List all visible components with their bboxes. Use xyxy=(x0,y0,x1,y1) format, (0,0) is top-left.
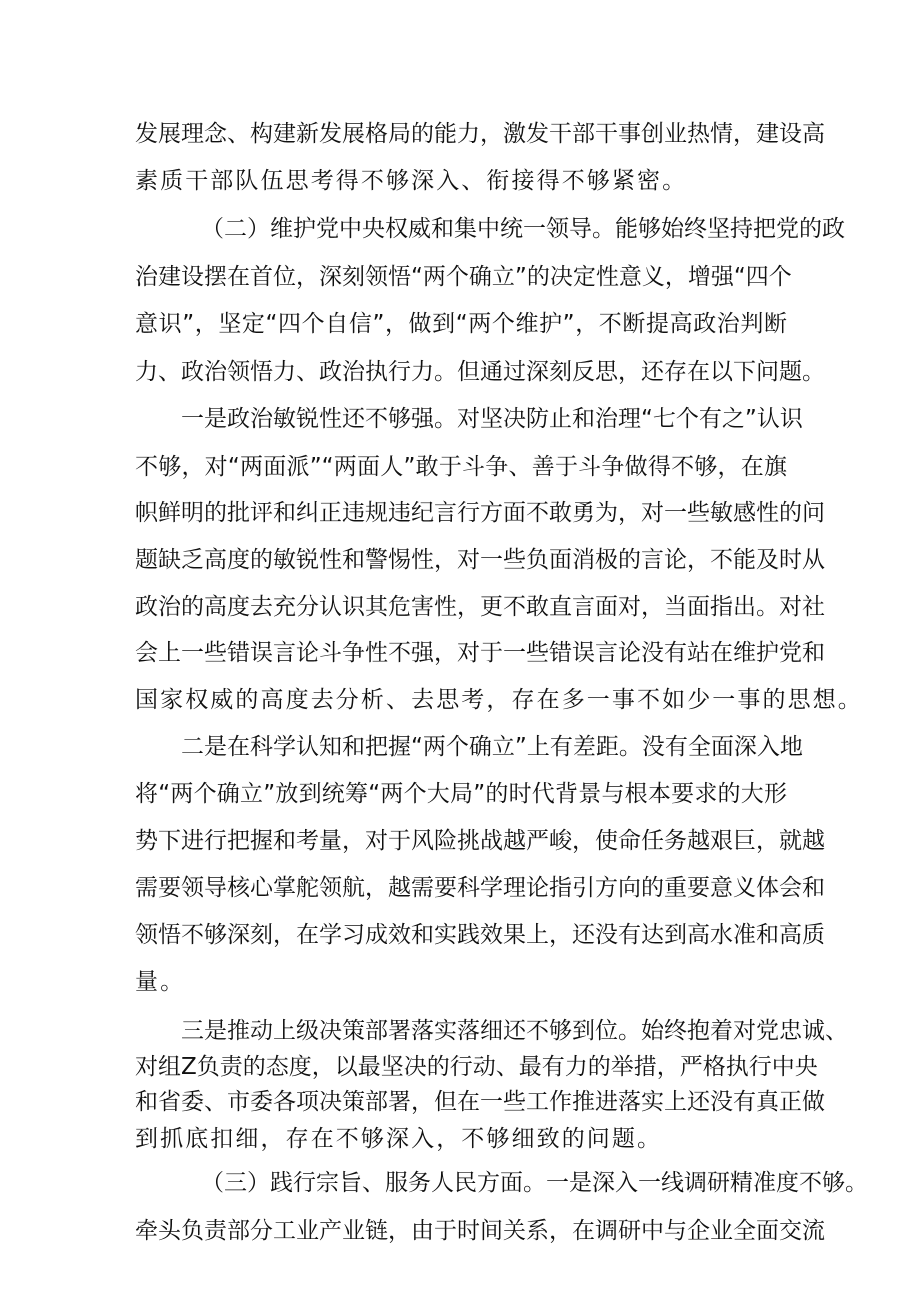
text-line: 势下进行把握和考量，对于风险挑战越严峻，使命任务越艰巨，就越 xyxy=(135,828,825,854)
text-line: 将“两个确立”放到统筹“两个大局”的时代背景与根本要求的大形 xyxy=(135,781,787,807)
text-line: 一是政治敏锐性还不够强。对坚决防止和治理“七个有之”认识 xyxy=(181,406,803,432)
section-heading-line: （三）践行宗旨、服务人民方面。一是深入一线调研精准度不够。 xyxy=(201,1170,868,1196)
text-line: 和省委、市委各项决策部署，但在一些工作推进落实上还没有真正做 xyxy=(135,1089,825,1115)
text-line: 需要领导核心掌舵领航，越需要科学理论指引方向的重要意义体会和 xyxy=(135,875,825,901)
text-line: 力、政治领悟力、政治执行力。但通过深刻反思，还存在以下问题。 xyxy=(135,359,825,385)
section-heading-line: （二）维护党中央权威和集中统一领导。能够始终坚持把党的政 xyxy=(201,216,845,242)
text-line: 量。 xyxy=(135,969,186,995)
text-line: 会上一些错误言论斗争性不强，对于一些错误言论没有站在维护党和 xyxy=(135,640,825,666)
text-line: 素质干部队伍思考得不够深入、衔接得不够紧密。 xyxy=(135,168,688,194)
text-line: 二是在科学认知和把握“两个确立”上有差距。没有全面深入地 xyxy=(181,734,803,760)
text-line: 意识”，坚定“四个自信”，做到“两个维护”，不断提高政治判断 xyxy=(135,311,787,337)
text-line: 到抓底扣细，存在不够深入，不够细致的问题。 xyxy=(135,1126,663,1152)
text-line: 政治的高度去充分认识其危害性，更不敢直言面对，当面指出。对社 xyxy=(135,594,825,620)
text-line: 国家权威的高度去分析、去思考，存在多一事不如少一事的思想。 xyxy=(135,687,863,713)
text-line: 治建设摆在首位，深刻领悟“两个确立”的决定性意义，增强“四个 xyxy=(135,264,792,290)
text-line: 牵头负责部分工业产业链，由于时间关系，在调研中与企业全面交流 xyxy=(135,1218,825,1244)
text-line: 题缺乏高度的敏锐性和警惕性，对一些负面消极的言论，不能及时从 xyxy=(135,547,825,573)
text-line: 领悟不够深刻，在学习成效和实践效果上，还没有达到高水准和高质 xyxy=(135,922,825,948)
text-line: 不够，对“两面派”“两面人”敢于斗争、善于斗争做得不够，在旗 xyxy=(135,454,787,480)
text-line: 帜鲜明的批评和纠正违规违纪言行方面不敢勇为，对一些敏感性的问 xyxy=(135,500,825,526)
text-line: 发展理念、构建新发展格局的能力，激发干部干事创业热情，建设高 xyxy=(135,121,825,147)
text-line: 三是推动上级决策部署落实落细还不够到位。始终抱着对党忠诚、 xyxy=(181,1018,848,1044)
text-line: 对组Z负责的态度，以最坚决的行动、最有力的举措，严格执行中央 xyxy=(135,1054,818,1080)
